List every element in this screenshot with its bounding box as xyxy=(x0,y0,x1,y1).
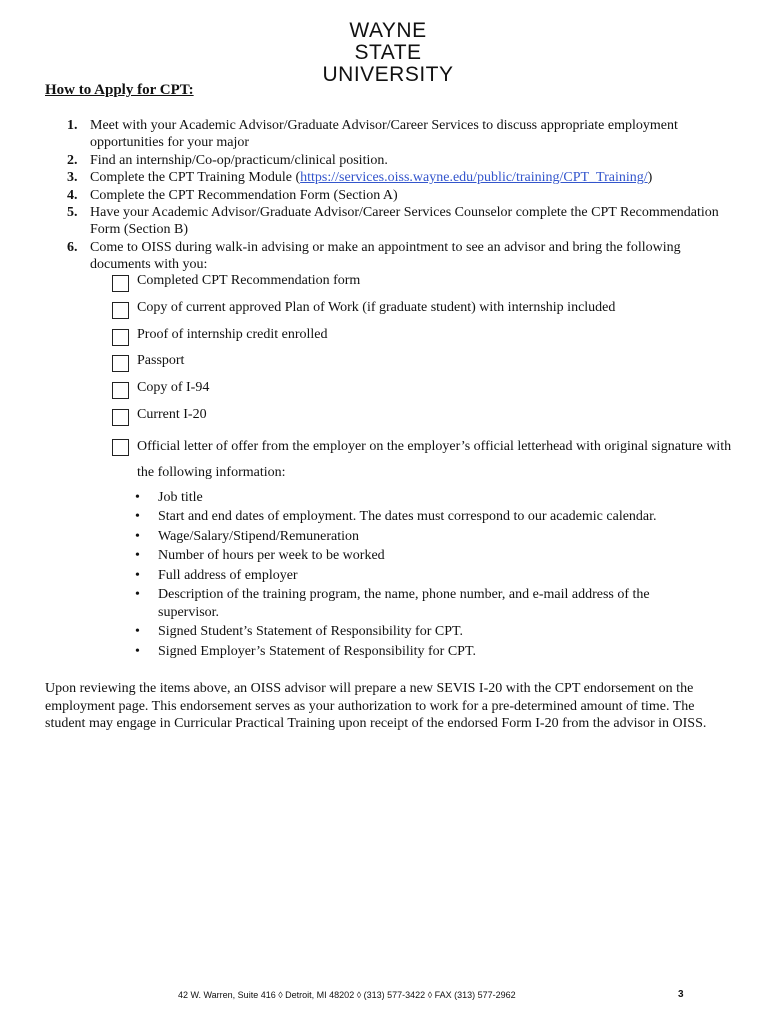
page-number: 3 xyxy=(678,989,684,1000)
step-text-end: ) xyxy=(647,170,653,186)
list-item-text: Wage/Salary/Stipend/Remuneration xyxy=(158,528,360,544)
bullet-icon: • xyxy=(135,624,140,640)
bullet-icon: • xyxy=(135,490,140,505)
list-item xyxy=(130,508,710,525)
step-text: Meet with your Academic Advisor/Graduate Advisor/Career Services to discuss appropriate employment opportunities for your major xyxy=(90,118,678,151)
logo-line-2: UNIVERSITY xyxy=(322,63,454,86)
logo-line-1: WAYNE STATE xyxy=(349,19,427,64)
checklist-item xyxy=(112,353,732,380)
step-number: 3. xyxy=(67,170,78,186)
checklist-label: Current I-20 xyxy=(137,406,207,422)
bullet-icon: • xyxy=(135,567,140,583)
closing-paragraph: Upon reviewing the items above, an OISS advisor will prepare a new SEVIS I-20 with the CPT endorsement on the employment page. This endorsement serves as your authorization to work for a pre-determined amount of time. The student may engage in Curricular Practical Training upon receipt of the endorsed Form I-20 from the advisor in OISS. xyxy=(45,681,707,731)
step-number: 2. xyxy=(67,152,78,168)
bullet-icon: • xyxy=(135,587,140,603)
checklist-item xyxy=(112,300,732,327)
list-item xyxy=(130,623,710,640)
step-item xyxy=(45,152,725,169)
bullet-icon: • xyxy=(135,643,140,659)
checkbox[interactable] xyxy=(112,329,129,346)
step-text: Complete the CPT Recommendation Form (Section A) xyxy=(90,187,398,203)
step-number: 6. xyxy=(67,239,78,255)
checkbox[interactable] xyxy=(112,382,129,399)
checklist-item xyxy=(112,273,732,300)
step-item xyxy=(45,187,725,204)
checklist-label: Copy of I-94 xyxy=(137,380,210,396)
checklist-label: Proof of internship credit enrolled xyxy=(137,326,328,342)
step-number: 5. xyxy=(67,205,78,221)
checklist-label: Copy of current approved Plan of Work (if graduate student) with internship included xyxy=(137,299,616,315)
documents-checklist xyxy=(112,273,732,486)
step-item xyxy=(45,117,725,152)
step-number: 4. xyxy=(67,187,78,203)
step-text: Complete the CPT Training Module ( xyxy=(90,170,301,186)
checklist-label: Completed CPT Recommendation form xyxy=(137,273,361,288)
bullet-icon: • xyxy=(135,509,140,525)
checkbox[interactable] xyxy=(112,302,129,319)
step-number: 1. xyxy=(67,118,78,133)
step-item xyxy=(45,204,725,239)
list-item xyxy=(130,567,710,584)
list-item-text: Full address of employer xyxy=(158,567,298,583)
checklist-item xyxy=(112,434,732,486)
checkbox[interactable] xyxy=(112,409,129,426)
checkbox[interactable] xyxy=(112,439,129,456)
offer-letter-requirements xyxy=(130,489,710,662)
list-item-text: Number of hours per week to be worked xyxy=(158,548,385,564)
list-item xyxy=(130,489,710,506)
checklist-item xyxy=(112,407,732,434)
list-item-text: Job title xyxy=(158,490,203,505)
list-item xyxy=(130,547,710,564)
checklist-item xyxy=(112,380,732,407)
checklist-label: Official letter of offer from the employer on the employer’s official letterhead with original signature with the following information: xyxy=(137,438,732,480)
list-item-text: Signed Student’s Statement of Responsibility for CPT. xyxy=(158,624,464,640)
footer-address: 42 W. Warren, Suite 416 ◊ Detroit, MI 48202 ◊ (313) 577-3422 ◊ FAX (313) 577-2962 xyxy=(178,990,516,1000)
steps-list xyxy=(45,117,725,274)
step-text: Have your Academic Advisor/Graduate Advisor/Career Services Counselor complete the CPT Recommendation Form (Section B) xyxy=(90,205,719,238)
step-item xyxy=(45,169,725,186)
bullet-icon: • xyxy=(135,528,140,544)
cpt-training-link[interactable]: https://services.oiss.wayne.edu/public/training/CPT_Training/ xyxy=(300,170,648,186)
checklist-item xyxy=(112,327,732,354)
list-item-text: Description of the training program, the name, phone number, and e-mail address of the supervisor. xyxy=(158,587,650,620)
step-text: Come to OISS during walk-in advising or make an appointment to see an advisor and bring the following documents with you: xyxy=(90,239,681,273)
list-item xyxy=(130,643,710,660)
list-item-text: Start and end dates of employment. The dates must correspond to our academic calendar. xyxy=(158,509,657,525)
bullet-icon: • xyxy=(135,548,140,564)
university-logo xyxy=(318,20,458,86)
list-item-text: Signed Employer’s Statement of Responsibility for CPT. xyxy=(158,643,476,659)
page-heading: How to Apply for CPT: xyxy=(45,82,194,98)
list-item xyxy=(130,528,710,545)
checkbox[interactable] xyxy=(112,355,129,372)
checkbox[interactable] xyxy=(112,275,129,292)
step-item xyxy=(45,239,725,274)
list-item xyxy=(130,586,710,621)
checklist-label: Passport xyxy=(137,353,185,369)
step-text: Find an internship/Co-op/practicum/clinical position. xyxy=(90,152,388,168)
